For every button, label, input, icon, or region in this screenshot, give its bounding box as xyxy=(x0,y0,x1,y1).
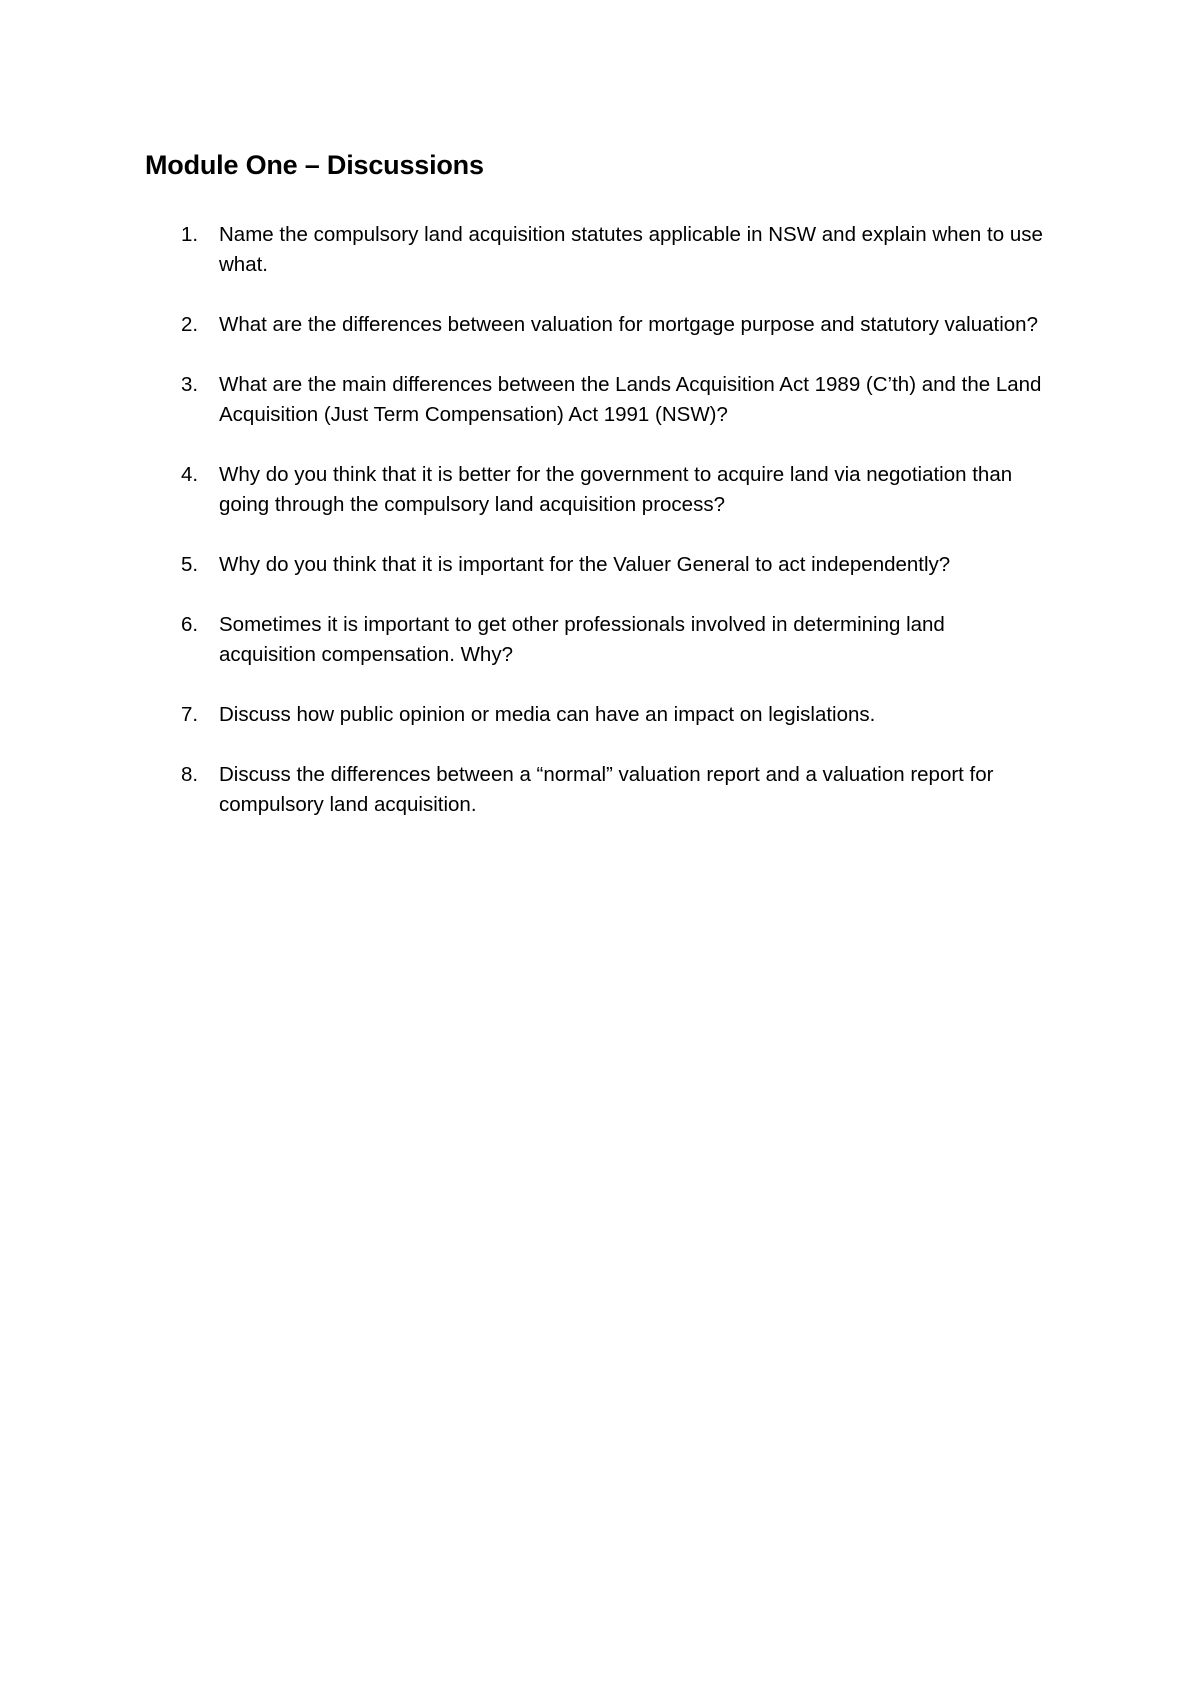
question-text: What are the main differences between the Lands Acquisition Act 1989 (C’th) and the Land Acquisition (Just Term Compensation) Act 1991 (NSW)? xyxy=(219,373,1042,426)
list-item xyxy=(145,310,1065,340)
question-text: Why do you think that it is important for the Valuer General to act independently? xyxy=(219,553,951,576)
question-number: 8. xyxy=(181,763,199,786)
question-text: Sometimes it is important to get other professionals involved in determining land acquisition compensation. Why? xyxy=(219,613,945,666)
list-item xyxy=(145,610,1065,670)
question-list xyxy=(145,220,1065,850)
question-number: 3. xyxy=(181,373,199,396)
question-text: Discuss the differences between a “normal” valuation report and a valuation report for compulsory land acquisition. xyxy=(219,763,994,816)
question-number: 7. xyxy=(181,703,199,726)
question-number: 5. xyxy=(181,553,199,576)
list-item xyxy=(145,550,1065,580)
question-text: Name the compulsory land acquisition statutes applicable in NSW and explain when to use what. xyxy=(219,223,1043,276)
question-text: What are the differences between valuation for mortgage purpose and statutory valuation? xyxy=(219,313,1038,336)
question-number: 4. xyxy=(181,463,199,486)
list-item xyxy=(145,760,1065,820)
list-item xyxy=(145,700,1065,730)
page-title: Module One – Discussions xyxy=(145,150,484,180)
list-item xyxy=(145,370,1065,430)
question-text: Discuss how public opinion or media can have an impact on legislations. xyxy=(219,703,876,726)
list-item xyxy=(145,220,1065,280)
question-number: 6. xyxy=(181,613,199,636)
list-item xyxy=(145,460,1065,520)
question-number: 2. xyxy=(181,313,199,336)
question-number: 1. xyxy=(181,223,199,246)
question-text: Why do you think that it is better for the government to acquire land via negotiation than going through the compulsory land acquisition process? xyxy=(219,463,1013,516)
